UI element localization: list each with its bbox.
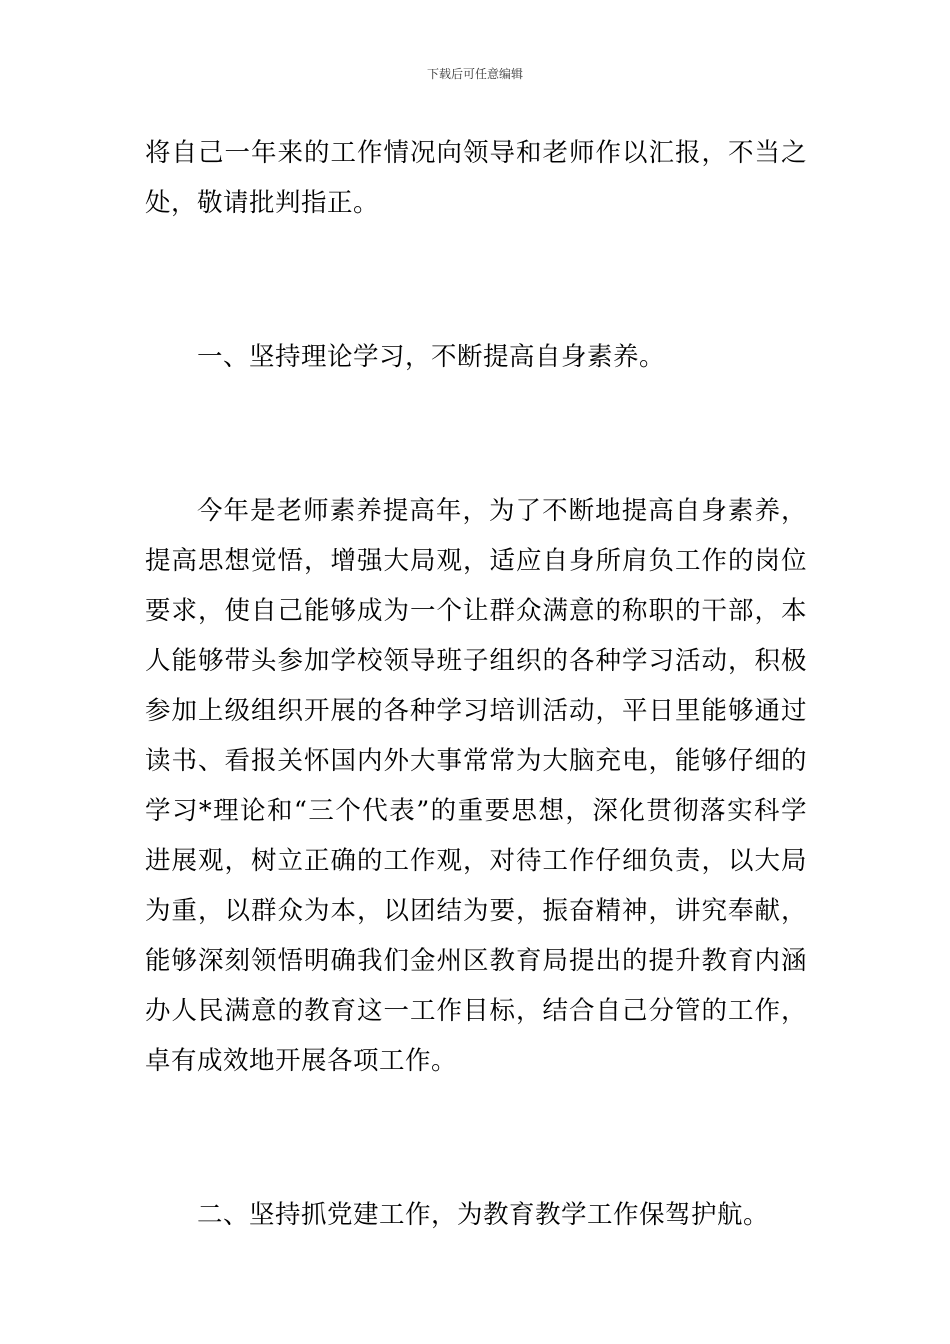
paragraph-body-1: 今年是老师素养提高年，为了不断地提高自身素养，提高思想觉悟，增强大局观，适应自身所肩负工作的岗位要求，使自己能够成为一个让群众满意的称职的干部，本人能够带头参加学校领导班子组织的各种学习活动，积极参加上级组织开展的各种学习培训活动，平日里能够通过读书、看报关怀国内外大事常常为大脑充电，能够仔细的学习*理论和“三个代表”的重要思想，深化贯彻落实科学进展观，树立正确的工作观，对待工作仔细负责，以大局为重，以群众为本，以团结为要，振奋精神，讲究奉献，能够深刻领悟明确我们金州区教育局提出的提升教育内涵办人民满意的教育这一工作目标，结合自己分管的工作，卓有成效地开展各项工作。 [145,496,807,1076]
paragraph-intro: 将自己一年来的工作情况向领导和老师作以汇报，不当之处，敬请批判指正。 [145,138,807,218]
paragraph-spacer [145,1086,807,1190]
document-body [145,128,807,1240]
paragraph-spacer [145,382,807,486]
section-heading-2: 二、坚持抓党建工作，为教育教学工作保驾护航。 [197,1200,770,1230]
page-header-note: 下载后可任意编辑 [426,67,523,81]
section-heading-1: 一、坚持理论学习，不断提高自身素养。 [197,342,666,372]
paragraph-spacer [145,228,807,332]
